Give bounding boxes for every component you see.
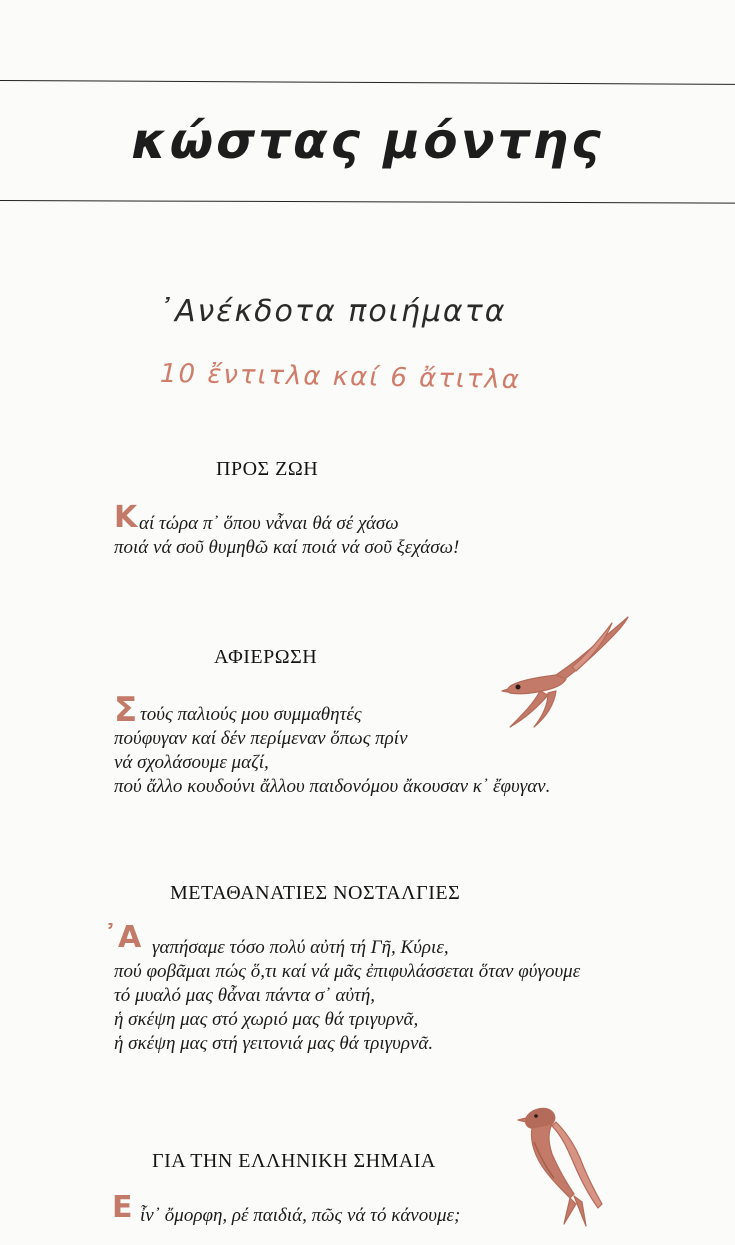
poem-line: ἡ σκέψη μας στό χωριό μας θά τριγυρνᾶ, <box>114 1009 419 1030</box>
poem-body <box>140 703 362 727</box>
poem-line: πού ἄλλο κουδούνι ἄλλου παιδονόμου ἄκουσαν κ᾿ ἔφυγαν. <box>114 776 551 797</box>
poem-line: νά σχολάσουμε μαζί, <box>114 752 269 773</box>
poem-title: ΜΕΤΑΘΑΝΑΤΙΕΣ ΝΟΣΤΑΛΓΙΕΣ <box>170 882 461 904</box>
top-rule <box>0 80 735 85</box>
poem-line: τό μυαλό μας θἆναι πάντα σ᾿ αὐτή, <box>114 985 376 1006</box>
poem-line: ἡ σκέψη μας στή γειτονιά μας θά τριγυρνᾶ. <box>114 1033 434 1054</box>
poem-body <box>152 936 449 960</box>
drop-cap: Σ <box>114 690 138 730</box>
drop-cap: Ε <box>112 1190 133 1225</box>
poem-title: ΑΦΙΕΡΩΣΗ <box>214 646 318 668</box>
poem-body <box>114 536 459 560</box>
poem-title: ΠΡΟΣ ΖΩΗ <box>216 458 319 480</box>
bottom-rule <box>0 200 735 204</box>
manuscript-title: ᾿Ανέκδοτα ποιήματα <box>158 294 507 329</box>
swallow-flying-icon <box>500 615 632 730</box>
poem-line: ἶν᾿ ὄμορφη, ρέ παιδιά, πῶς νά τό κάνουμε; <box>140 1205 461 1226</box>
poem-line: τούς παλιούς μου συμμαθητές <box>140 704 362 725</box>
poem-line: πού φοβᾶμαι πώς ὅ,τι καί νά μᾶς ἐπιφυλάσσεται ὅταν φύγουμε <box>114 961 581 982</box>
poem-line: αί τώρα π᾿ ὅπου νἆναι θά σέ χάσω <box>139 513 399 534</box>
poem-body <box>114 960 580 1056</box>
drop-cap: ᾿Α <box>103 920 142 955</box>
poem-title: ΓΙΑ ΤΗΝ ΕΛΛΗΝΙΚΗ ΣΗΜΑΙΑ <box>152 1150 436 1172</box>
drop-cap: Κ <box>114 500 138 535</box>
poem-line: ποιά νά σοῦ θυμηθῶ καί ποιά νά σοῦ ξεχάσω! <box>114 537 460 558</box>
poem-body <box>139 512 399 536</box>
poem-line: γαπήσαμε τόσο πολύ αὐτή τή Γῆ, Κύριε, <box>152 937 449 958</box>
manuscript-note: 10 ἔντιτλα καί 6 ἄτιτλα <box>159 358 522 396</box>
poem-body <box>140 1204 460 1228</box>
swallow-perched-icon <box>512 1104 608 1228</box>
poem-line: πούφυγαν καί δέν περίμεναν ὅπως πρίν <box>114 728 408 749</box>
poem-body <box>114 727 550 799</box>
author-name: κώστας μόντης <box>131 112 604 170</box>
